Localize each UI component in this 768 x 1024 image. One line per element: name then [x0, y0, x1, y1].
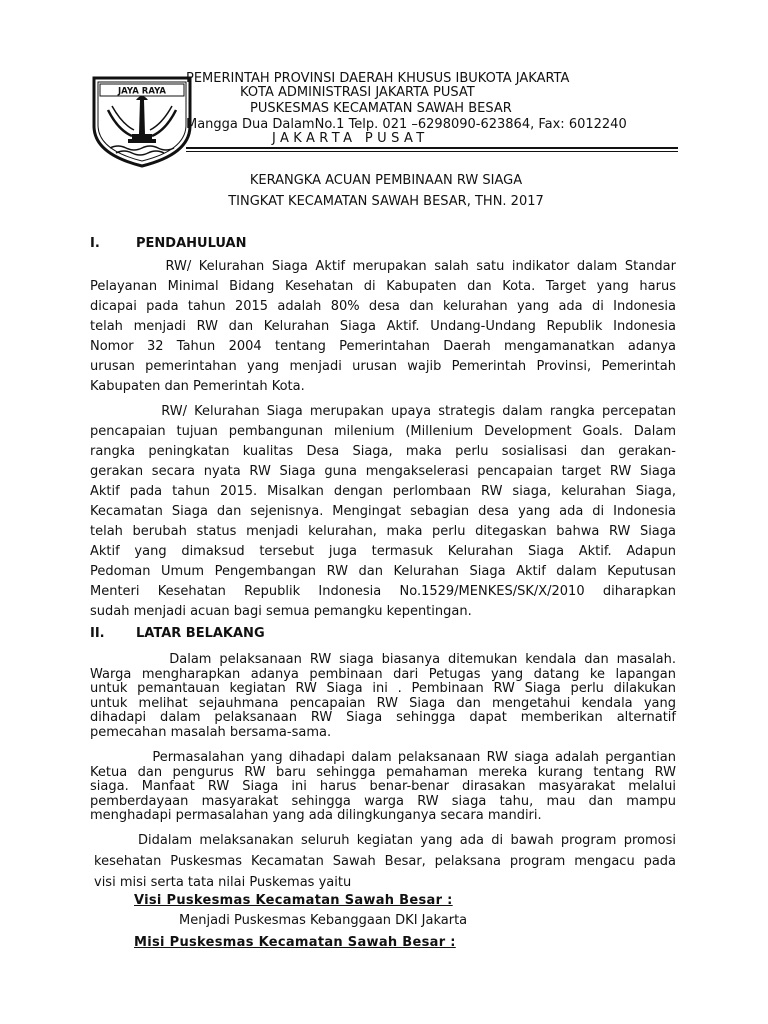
text-line: RW/ Kelurahan Siaga Aktif merupakan salah satu indikator dalam Standar — [90, 259, 676, 274]
text-line: Nomor 32 Tahun 2004 tentang Pemerintahan Daerah mengamanatkan adanya — [90, 339, 676, 354]
text-line: pemecahan masalah bersama-sama. — [90, 724, 332, 740]
text-line: untuk pemantauan kegiatan RW Siaga ini . Pembinaan RW Siaga perlu dilakukan — [90, 681, 676, 697]
letterhead-city: KOTA ADMINISTRASI JAKARTA PUSAT — [240, 85, 475, 100]
document-title: KERANGKA ACUAN PEMBINAAN RW SIAGA — [249, 173, 523, 188]
section-number: II. — [90, 626, 105, 641]
letterhead-province: PEMERINTAH PROVINSI DAERAH KHUSUS IBUKOTA JAKARTA — [186, 71, 570, 86]
text-line: untuk melihat sejauhmana pencapaian RW Siaga dan mengetahui kendala yang — [90, 695, 676, 711]
text-line: visi misi serta tata nilai Puskemas yaitu — [94, 875, 352, 890]
visi-text: Menjadi Puskesmas Kebanggaan DKI Jakarta — [179, 913, 468, 928]
letterhead-puskesmas: PUSKESMAS KECAMATAN SAWAH BESAR — [250, 101, 512, 116]
text-line: RW/ Kelurahan Siaga merupakan upaya strategis dalam rangka percepatan — [90, 404, 676, 419]
text-line: Permasalahan yang dihadapi dalam pelaksanaan RW siaga adalah pergantian — [90, 750, 676, 765]
text-line: siaga. Manfaat RW Siaga ini harus benar-benar dirasakan masyarakat melalui — [90, 779, 676, 795]
text-line: telah berubah status menjadi kelurahan, maka perlu ditegaskan bahwa RW Siaga — [90, 524, 676, 539]
text-line: gerakan secara nyata RW Siaga guna mengakselerasi pencapaian target RW Siaga — [90, 464, 676, 479]
text-line: Warga mengharapkan adanya pembinaan dari Petugas yang datang ke lapangan — [90, 666, 676, 682]
text-line: rangka peningkatan kualitas Desa Siaga, maka perlu sosialisasi dan gerakan- — [90, 444, 676, 459]
text-line: Kabupaten dan Pemerintah Kota. — [90, 379, 305, 394]
text-line: menghadapi permasalahan yang ada dilingkunganya secara mandiri. — [90, 808, 542, 824]
letterhead-address: Mangga Dua DalamNo.1 Telp. 021 –6298090-623864, Fax: 6012240 — [186, 117, 627, 132]
paragraph-latar-belakang-3 — [94, 830, 676, 893]
text-line: Didalam melaksanakan seluruh kegiatan yang ada di bawah program promosi — [94, 833, 676, 848]
jaya-raya-emblem-icon — [88, 70, 196, 170]
text-line: telah menjadi RW dan Kelurahan Siaga Aktif. Undang-Undang Republik Indonesia — [90, 319, 676, 334]
text-line: Dalam pelaksanaan RW siaga biasanya ditemukan kendala dan masalah. — [90, 652, 676, 667]
section-title: PENDAHULUAN — [136, 236, 247, 251]
letterhead-location: JAKARTA PUSAT — [272, 131, 429, 146]
paragraph-latar-belakang-1 — [90, 653, 676, 741]
letterhead-divider-thin — [186, 151, 678, 152]
section-number: I. — [90, 236, 100, 251]
paragraph-pendahuluan-2 — [90, 402, 676, 622]
text-line: Ketua dan pengurus RW baru sehingga pemahaman mereka kurang tentang RW — [90, 764, 676, 780]
paragraph-pendahuluan-1 — [90, 257, 676, 397]
text-line: dihadapi dalam pelaksanaan RW Siaga sehingga dapat memberikan alternatif — [90, 710, 676, 726]
paragraph-latar-belakang-2 — [90, 751, 676, 824]
section-title: LATAR BELAKANG — [136, 626, 265, 641]
document-subtitle: TINGKAT KECAMATAN SAWAH BESAR, THN. 2017 — [228, 194, 544, 209]
section-heading-pendahuluan — [90, 236, 247, 251]
emblem-text: JAYA RAYA — [117, 86, 167, 97]
text-line: pemberdayaan masyarakat sehingga warga RW siaga tahu, mau dan mampu — [90, 793, 676, 809]
text-line: dicapai pada tahun 2015 adalah 80% desa dan kelurahan yang ada di Indonesia — [90, 299, 676, 314]
text-line: sudah menjadi acuan bagi semua pemangku kepentingan. — [90, 604, 472, 619]
visi-heading: Visi Puskesmas Kecamatan Sawah Besar : — [134, 893, 453, 908]
text-line: urusan pemerintahan yang menjadi urusan wajib Pemerintah Provinsi, Pemerintah — [90, 359, 676, 374]
text-line: kesehatan Puskesmas Kecamatan Sawah Besar, pelaksana program mengacu pada — [94, 854, 676, 869]
text-line: Pelayanan Minimal Bidang Kesehatan di Kabupaten dan Kota. Target yang harus — [90, 279, 676, 294]
misi-heading: Misi Puskesmas Kecamatan Sawah Besar : — [134, 935, 456, 950]
text-line: Kecamatan Siaga dan sejenisnya. Mengingat sebagian desa yang ada di Indonesia — [90, 504, 676, 519]
text-line: Pedoman Umum Pengembangan RW dan Kelurahan Siaga Aktif dalam Keputusan — [90, 564, 676, 579]
section-heading-latar-belakang — [90, 626, 265, 641]
text-line: Menteri Kesehatan Republik Indonesia No.1529/MENKES/SK/X/2010 diharapkan — [90, 584, 676, 599]
text-line: Aktif yang dimaksud tersebut juga termasuk Kelurahan Siaga Aktif. Adapun — [90, 544, 676, 559]
text-line: pencapaian tujuan pembangunan milenium (Millenium Development Goals. Dalam — [90, 424, 676, 439]
letterhead-divider — [186, 147, 678, 149]
text-line: Aktif pada tahun 2015. Misalkan dengan perlombaan RW siaga, kelurahan Siaga, — [90, 484, 676, 499]
